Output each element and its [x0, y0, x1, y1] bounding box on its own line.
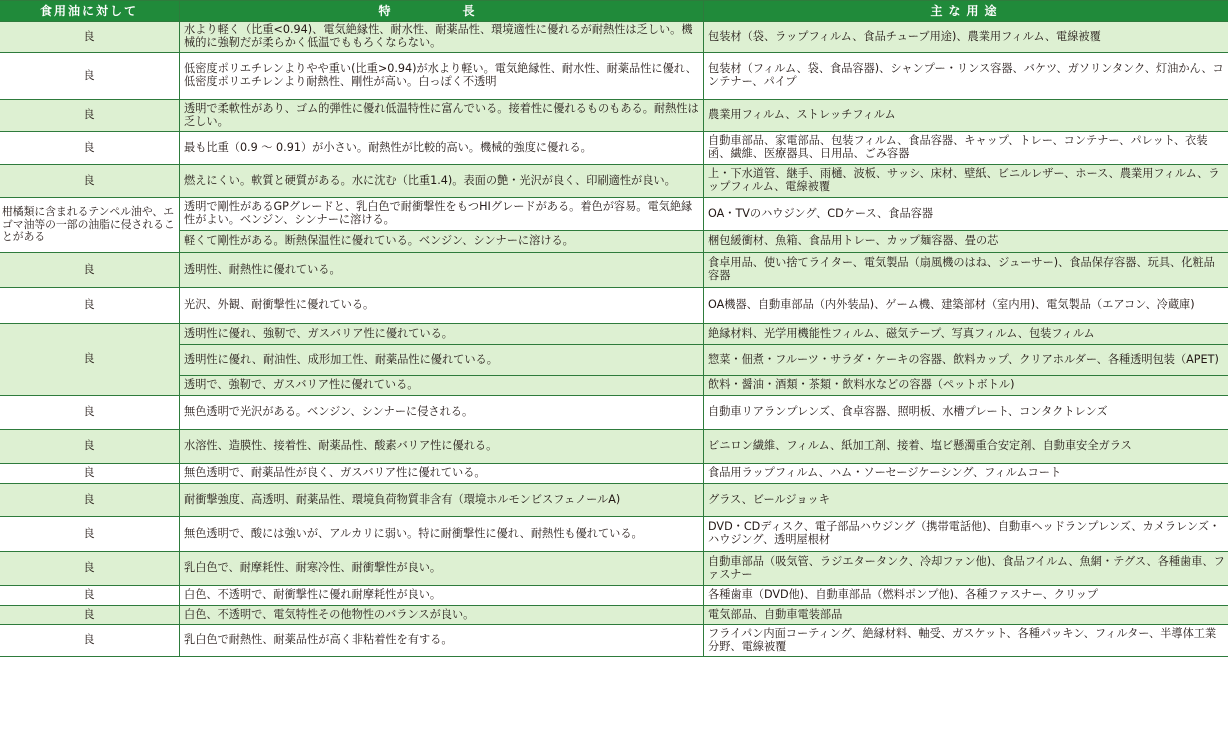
features-cell: 無色透明で、酸には強いが、アルカリに弱い。特に耐衝撃性に優れ、耐熱性も優れている。: [180, 517, 704, 552]
uses-cell: 食卓用品、使い捨てライター、電気製品（扇風機のはね、ジューサー)、食品保存容器、玩具、化粧品容器: [704, 253, 1228, 288]
features-cell: 白色、不透明で、耐衝撃性に優れ耐摩耗性が良い。: [180, 586, 704, 606]
uses-cell: 農業用フィルム、ストレッチフィルム: [704, 100, 1228, 132]
oil-resistance-cell: 良: [0, 100, 180, 132]
uses-cell: 上・下水道管、継手、雨樋、波板、サッシ、床材、壁紙、ビニルレザー、ホース、農業用フィルム、ラップフィルム、電線被覆: [704, 165, 1228, 198]
table-row: [0, 100, 1228, 132]
oil-resistance-cell: 良: [0, 606, 180, 625]
table-row: [0, 464, 1228, 484]
oil-resistance-cell: 良: [0, 22, 180, 53]
oil-resistance-cell: 良: [0, 517, 180, 552]
table-header-row: [0, 1, 1228, 22]
uses-cell: 包装材（袋、ラップフィルム、食品チューブ用途)、農業用フィルム、電線被覆: [704, 22, 1228, 53]
uses-cell: 絶縁材料、光学用機能性フィルム、磁気テープ、写真フィルム、包装フィルム: [704, 324, 1228, 345]
features-cell: 透明で柔軟性があり、ゴム的弾性に優れ低温特性に富んでいる。接着性に優れるものもある。耐熱性は乏しい。: [180, 100, 704, 132]
features-cell: 無色透明で、耐薬品性が良く、ガスバリア性に優れている。: [180, 464, 704, 484]
table-row: [0, 53, 1228, 100]
features-cell: 無色透明で光沢がある。ベンジン、シンナーに侵される。: [180, 396, 704, 430]
oil-resistance-cell: 良: [0, 625, 180, 657]
features-cell: 光沢、外観、耐衝撃性に優れている。: [180, 288, 704, 324]
table-row: [0, 22, 1228, 53]
header-oil-resistance: 食用油に対して: [0, 1, 180, 22]
table-row: [0, 606, 1228, 625]
uses-cell: 自動車部品、家電部品、包装フィルム、食品容器、キャップ、トレー、コンテナー、パレット、衣装函、繊維、医療器具、日用品、ごみ容器: [704, 132, 1228, 165]
uses-cell: ビニロン繊維、フィルム、紙加工剤、接着、塩ビ懸濁重合安定剤、自動車安全ガラス: [704, 430, 1228, 464]
uses-cell: OA・TVのハウジング、CDケース、食品容器: [704, 198, 1228, 231]
oil-resistance-cell: 良: [0, 288, 180, 324]
oil-resistance-cell: 良: [0, 253, 180, 288]
features-cell: 透明で剛性があるGPグレードと、乳白色で耐衝撃性をもつHIグレードがある。着色が容易。電気絶縁性がよい。ベンジン、シンナーに溶ける。: [180, 198, 704, 231]
uses-cell: DVD・CDディスク、電子部品ハウジング（携帯電話他)、自動車ヘッドランプレンズ、カメラレンズ・ハウジング、透明屋根材: [704, 517, 1228, 552]
table-row: [0, 586, 1228, 606]
oil-resistance-cell: 良: [0, 430, 180, 464]
table-row: [0, 198, 1228, 231]
table-row: [0, 484, 1228, 517]
table-row: [0, 517, 1228, 552]
uses-cell: 惣菜・佃煮・フルーツ・サラダ・ケーキの容器、飲料カップ、クリアホルダー、各種透明包装（APET): [704, 345, 1228, 376]
table-row: [0, 253, 1228, 288]
features-cell: 乳白色で耐熱性、耐薬品性が高く非粘着性を有する。: [180, 625, 704, 657]
uses-cell: 飲料・醤油・酒類・茶類・飲料水などの容器（ペットボトル): [704, 376, 1228, 396]
uses-cell: 自動車部品（吸気管、ラジエタータンク、冷却ファン他)、食品フイルム、魚網・テグス、各種歯車、ファスナー: [704, 552, 1228, 586]
features-cell: 透明性に優れ、強靭で、ガスバリア性に優れている。: [180, 324, 704, 345]
table-row: [0, 552, 1228, 586]
table-row: [0, 231, 1228, 253]
features-cell: 透明性に優れ、耐油性、成形加工性、耐薬品性に優れている。: [180, 345, 704, 376]
features-cell: 軽くて剛性がある。断熱保温性に優れている。ベンジン、シンナーに溶ける。: [180, 231, 704, 253]
oil-resistance-cell: 良: [0, 586, 180, 606]
header-main-uses: 主な用途: [704, 1, 1228, 22]
features-cell: 低密度ポリエチレンよりやや重い(比重>0.94)が水より軽い。電気絶縁性、耐水性、耐薬品性に優れ、低密度ポリエチレンより耐熱性、剛性が高い。白っぽく不透明: [180, 53, 704, 100]
oil-resistance-cell: 良: [0, 484, 180, 517]
uses-cell: 自動車リアランプレンズ、食卓容器、照明板、水槽プレート、コンタクトレンズ: [704, 396, 1228, 430]
uses-cell: OA機器、自動車部品（内外装品)、ゲーム機、建築部材（室内用)、電気製品（エアコン、冷蔵庫): [704, 288, 1228, 324]
features-cell: 耐衝撃強度、高透明、耐薬品性、環境負荷物質非含有（環境ホルモンビスフェノールA): [180, 484, 704, 517]
uses-cell: 梱包緩衝材、魚箱、食品用トレー、カップ麺容器、畳の芯: [704, 231, 1228, 253]
table-row: [0, 396, 1228, 430]
features-cell: 透明性、耐熱性に優れている。: [180, 253, 704, 288]
table-row: [0, 376, 1228, 396]
table-row: [0, 288, 1228, 324]
features-cell: 透明で、強靭で、ガスバリア性に優れている。: [180, 376, 704, 396]
oil-resistance-cell: 良: [0, 324, 180, 396]
features-cell: 水溶性、造膜性、接着性、耐薬品性、酸素バリア性に優れる。: [180, 430, 704, 464]
oil-resistance-cell: 良: [0, 165, 180, 198]
uses-cell: 電気部品、自動車電装部品: [704, 606, 1228, 625]
table-row: [0, 625, 1228, 657]
oil-resistance-cell: 良: [0, 552, 180, 586]
features-cell: 乳白色で、耐摩耗性、耐寒冷性、耐衝撃性が良い。: [180, 552, 704, 586]
table-row: [0, 345, 1228, 376]
uses-cell: 包装材（フィルム、袋、食品容器)、シャンプー・リンス容器、バケツ、ガソリンタンク、灯油かん、コンテナー、パイプ: [704, 53, 1228, 100]
features-cell: 白色、不透明で、電気特性その他物性のバランスが良い。: [180, 606, 704, 625]
oil-resistance-cell: 良: [0, 132, 180, 165]
features-cell: 最も比重（0.9 ～ 0.91）が小さい。耐熱性が比較的高い。機械的強度に優れる。: [180, 132, 704, 165]
table-row: [0, 165, 1228, 198]
uses-cell: グラス、ビールジョッキ: [704, 484, 1228, 517]
table-row: [0, 132, 1228, 165]
oil-resistance-note-cell: 柑橘類に含まれるテンペル油や、エゴマ油等の一部の油脂に侵されることがある: [0, 198, 180, 253]
oil-resistance-cell: 良: [0, 464, 180, 484]
features-cell: 水より軽く（比重<0.94)、電気絶縁性、耐水性、耐薬品性、環境適性に優れるが耐熱性は乏しい。機械的に強靭だが柔らかく低温でももろくならない。: [180, 22, 704, 53]
uses-cell: フライパン内面コーティング、絶縁材料、軸受、ガスケット、各種パッキン、フィルター、半導体工業分野、電線被覆: [704, 625, 1228, 657]
header-features: 特 長: [180, 1, 704, 22]
table-row: [0, 430, 1228, 464]
table-row: [0, 324, 1228, 345]
uses-cell: 各種歯車（DVD他)、自動車部品（燃料ポンプ他)、各種ファスナー、クリップ: [704, 586, 1228, 606]
oil-resistance-cell: 良: [0, 396, 180, 430]
uses-cell: 食品用ラップフィルム、ハム・ソーセージケーシング、フィルムコート: [704, 464, 1228, 484]
oil-resistance-cell: 良: [0, 53, 180, 100]
features-cell: 燃えにくい。軟質と硬質がある。水に沈む（比重1.4)。表面の艶・光沢が良く、印刷適性が良い。: [180, 165, 704, 198]
